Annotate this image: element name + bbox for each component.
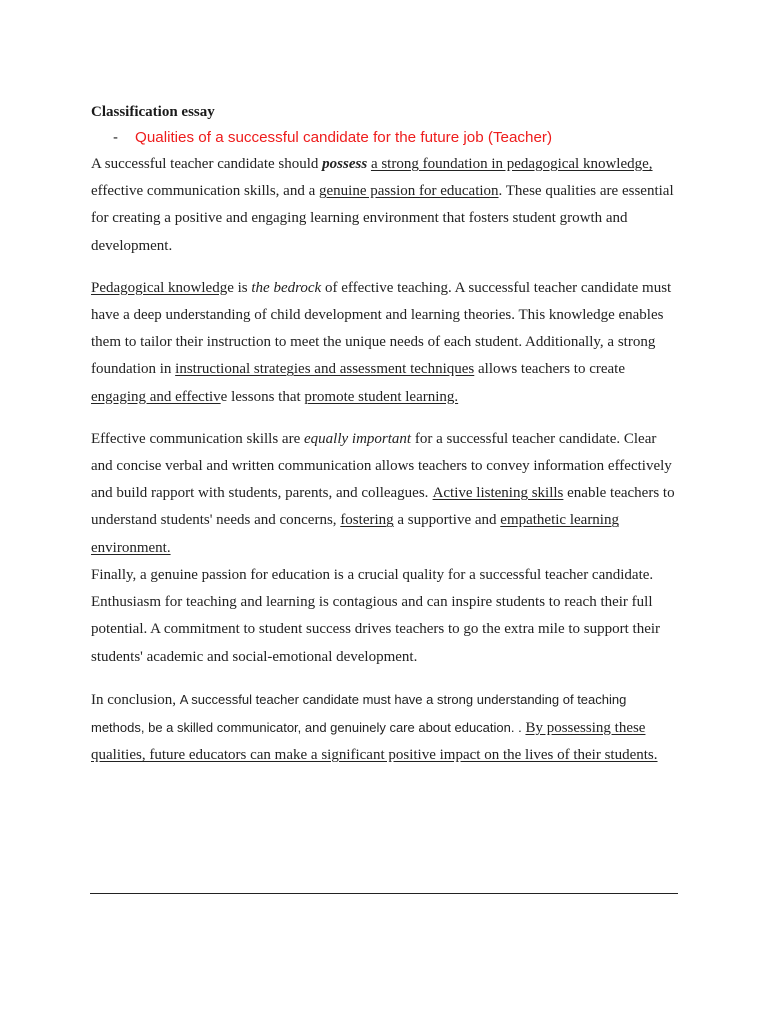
text-run: of effective teaching. A successful teacher candidate must have a deep understanding of child development and learning theories. This knowledge enables them to tailor their instruction to meet the unique needs of each student. Additionally, a strong foundation in [91,279,672,378]
text-run: e lessons that [220,388,305,405]
text-run: A successful teacher candidate should [91,156,323,172]
underlined-phrase: a strong foundation in pedagogical knowledge, [370,156,653,172]
emphasis-possess: possess [322,156,368,172]
text-run: for a successful teacher candidate. Clear and concise verbal and written communication allows teachers to convey information effectively and build rapport with students, parents, and colleagues. [91,430,672,502]
text-run: effective communication skills, and a [91,183,319,200]
underlined-phrase: genuine passion for education [319,183,499,200]
text-run: allows teachers to create [474,361,626,378]
paragraph-conclusion [91,686,681,770]
underlined-phrase: fostering [340,512,394,529]
document-body [91,101,681,769]
paragraph-communication [91,426,681,562]
underlined-phrase: instructional strategies and assessment techniques [175,361,475,378]
subtitle-row [91,127,681,149]
text-run: enable teachers to understand students' needs and concerns, [91,485,675,529]
text-run: Effective communication skills are [91,430,304,447]
footnote-separator-line [90,893,678,894]
underlined-phrase: Pedagogical knowledg [91,279,228,296]
underlined-phrase: By possessing these qualities, future educators can make a significant positive impact on the lives of their students. [91,719,658,764]
underlined-phrase: promote student learning. [304,388,459,405]
text-run: a supportive and [393,512,501,529]
document-subtitle: Qualities of a successful candidate for the future job (Teacher) [135,129,553,146]
underlined-phrase: engaging and effectiv [91,388,221,405]
text-run: Finally, a genuine passion for education is a crucial quality for a successful teacher candidate. Enthusiasm for teaching and learning is contagious and can inspire students to reach their full potential. A commitment to student success drives teachers to go the extra mile to support their students' academic and social-emotional development. [91,566,661,665]
underlined-phrase: empathetic learning environment. [91,512,619,556]
paragraph-passion [91,562,681,671]
paragraph-pedagogical [91,275,681,411]
conclusion-sans-text: A successful teacher candidate must have a strong understanding of teaching methods, be a skilled communicator, and genuinely care about education. . [91,691,627,735]
thin-space-mark [428,490,429,496]
subtitle-bullet: - [113,129,118,146]
text-run: In conclusion, [91,691,180,708]
paragraph-intro [91,151,681,260]
underlined-phrase: Active listening skills [432,485,564,502]
document-title: Classification essay [91,104,215,120]
emphasis-equally-important: equally important [304,430,412,447]
text-run: e is [227,279,252,296]
emphasis-bedrock: the bedrock [251,279,322,296]
text-run: . These qualities are essential for creating a positive and engaging learning environment that fosters student growth and development. [91,183,674,254]
